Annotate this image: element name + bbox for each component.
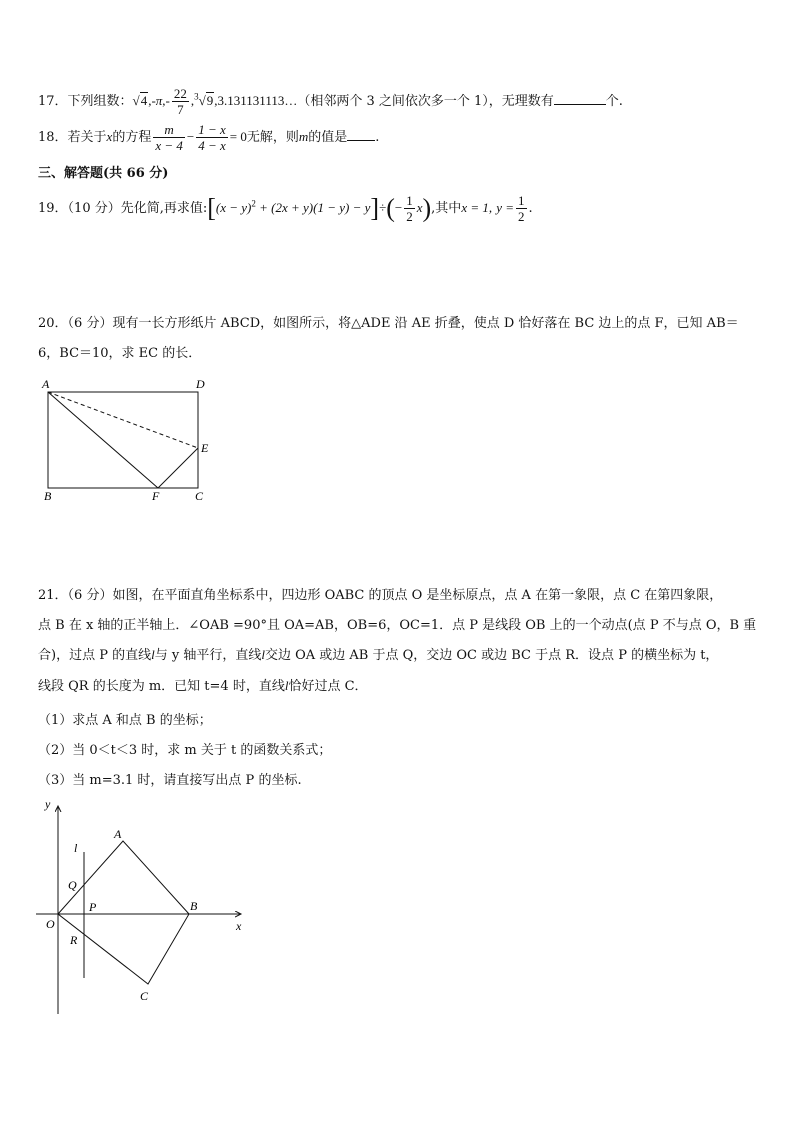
q21-l3: l	[284, 678, 289, 693]
q19-fraction: $\frac{1}{2}$	[406, 193, 413, 224]
quadrilateral-oabc	[58, 841, 189, 984]
axis-label-y: y	[45, 797, 51, 811]
q21-line3b: 与 y 轴平行，直线	[154, 648, 262, 663]
label-a: A	[114, 827, 122, 841]
q19-cond-x: x = 1,	[461, 200, 493, 215]
q18-suffix2: 的值是	[308, 130, 348, 145]
q21-line4	[38, 675, 368, 694]
q17-sqrt-arg: 4	[140, 93, 148, 108]
q17-decimal: 3.131131113…	[217, 93, 298, 108]
q21-line1: 21．（6 分）如图，在平面直角坐标系中，四边形 OABC 的顶点 O 是坐标原点，点 A 在第一象限，点 C 在第四象限，	[38, 588, 723, 603]
q21-sub2: （2）当 0＜t＜3 时，求 m 关于 t 的函数关系式；	[38, 743, 332, 758]
q17-pi: π	[155, 93, 163, 108]
q21-l1: l	[151, 647, 155, 662]
q20-figure	[36, 376, 226, 506]
label-o: O	[46, 917, 55, 931]
q21-line4b: 恰好过点 C．	[288, 679, 368, 694]
q19-line: 19．（10 分）先化简,再求值:[(x − y)$^2$ + (2x + y)(1 − y) − y]÷(− $\frac{1}{2}$ x),其中x = 1, y = $\frac{1}{2}$ .	[38, 193, 533, 224]
q17-answer-blank[interactable]	[554, 103, 606, 105]
q17-end: 个.	[605, 94, 623, 109]
q19-div: ÷	[379, 200, 387, 215]
q18-end: .	[375, 130, 380, 145]
fold-line-ae	[48, 392, 198, 448]
label-d: D	[196, 377, 205, 391]
q19-end: .	[528, 201, 533, 216]
q19-frac-var: x	[416, 200, 423, 215]
label-q: Q	[68, 878, 77, 892]
label-a: A	[42, 377, 50, 391]
q21-line2: 点 B 在 x 轴的正半轴上．∠OAB =90°且 OA=AB，OB=6，OC=1．点 P 是线段 OB 上的一个动点(点 P 不与点 O，B 重	[38, 618, 757, 633]
label-c: C	[140, 989, 149, 1003]
q19-cond: ,其中	[431, 201, 462, 216]
q19-exp: 2	[251, 198, 256, 209]
q19-cond-y: y =	[496, 200, 515, 215]
q20-line2: 6，BC＝10，求 EC 的长．	[38, 346, 202, 361]
label-r: R	[70, 933, 78, 947]
q17-tail: （相邻两个 3 之间依次多一个 1），无理数有	[297, 94, 554, 109]
q18-answer-blank[interactable]	[347, 139, 375, 141]
q17-cbrt-index: 3	[194, 91, 199, 102]
segment-fe	[158, 448, 198, 488]
segment-af	[48, 392, 158, 488]
label-l: l	[74, 841, 78, 855]
q21-line4a: 线段 QR 的长度为 m．已知 t=4 时，直线	[38, 679, 285, 694]
q19-expr2: + (2x + y)(1 − y) − y	[255, 200, 371, 215]
q18-fraction-2: $\frac{1 - x}{4 - x}$	[198, 122, 226, 153]
q17-fraction: $\frac{22}{7}$	[173, 86, 187, 117]
q21-line3c: 交边 OA 或边 AB 于点 Q，交边 OC 或边 BC 于点 R．设点 P 的横坐标为 t，	[264, 648, 719, 663]
label-c: C	[195, 489, 204, 503]
label-b: B	[44, 489, 52, 503]
q18-line: 18．若关于x的方程 $\frac{m}{x - 4}$ − $\frac{1 - x}{4 - x}$ = 0无解，则m的值是 .	[38, 122, 380, 153]
q18-eq: = 0	[229, 129, 247, 144]
q18-prefix: 18．若关于	[38, 130, 107, 145]
q18-mid: 的方程	[112, 130, 152, 145]
q21-line3	[38, 644, 718, 663]
label-e: E	[201, 441, 209, 455]
q17-cbrt-arg: 9	[206, 93, 214, 108]
q18-fraction-1: $\frac{m}{x - 4}$	[155, 122, 183, 153]
q21-sub1: （1）求点 A 和点 B 的坐标；	[38, 713, 212, 728]
q19-expr1: (x − y)	[215, 200, 252, 215]
q21-line3a: 合)，过点 P 的直线	[38, 648, 152, 663]
q21-sub3: （3）当 m=3.1 时，请直接写出点 P 的坐标.	[38, 773, 302, 788]
axis-label-x: x	[236, 919, 242, 933]
q19-prefix: 19．（10 分）先化简,再求值:	[38, 201, 208, 216]
q18-suffix: 无解，则	[246, 130, 299, 145]
q20-line1: 20．（6 分）现有一长方形纸片 ABCD，如图所示，将△ADE 沿 AE 折叠，使点 D 恰好落在 BC 边上的点 F，已知 AB＝	[38, 316, 739, 331]
q17-number: 17．下列组数：	[38, 94, 133, 109]
label-b: B	[190, 899, 198, 913]
q21-figure	[36, 794, 256, 1020]
q17-line: 17．下列组数：√4,-π,- $\frac{22}{7}$ ,$^3$√9,3.131131113…（相邻两个 3 之间依次多一个 1），无理数有 个.	[38, 86, 623, 117]
q18-var2: m	[298, 129, 309, 144]
label-f: F	[152, 489, 160, 503]
label-p: P	[89, 900, 97, 914]
q21-l2: l	[261, 647, 265, 662]
q19-y-fraction: $\frac{1}{2}$	[518, 193, 525, 224]
q18-var: x	[106, 129, 113, 144]
section-title: 三、解答题(共 66 分)	[38, 166, 169, 181]
